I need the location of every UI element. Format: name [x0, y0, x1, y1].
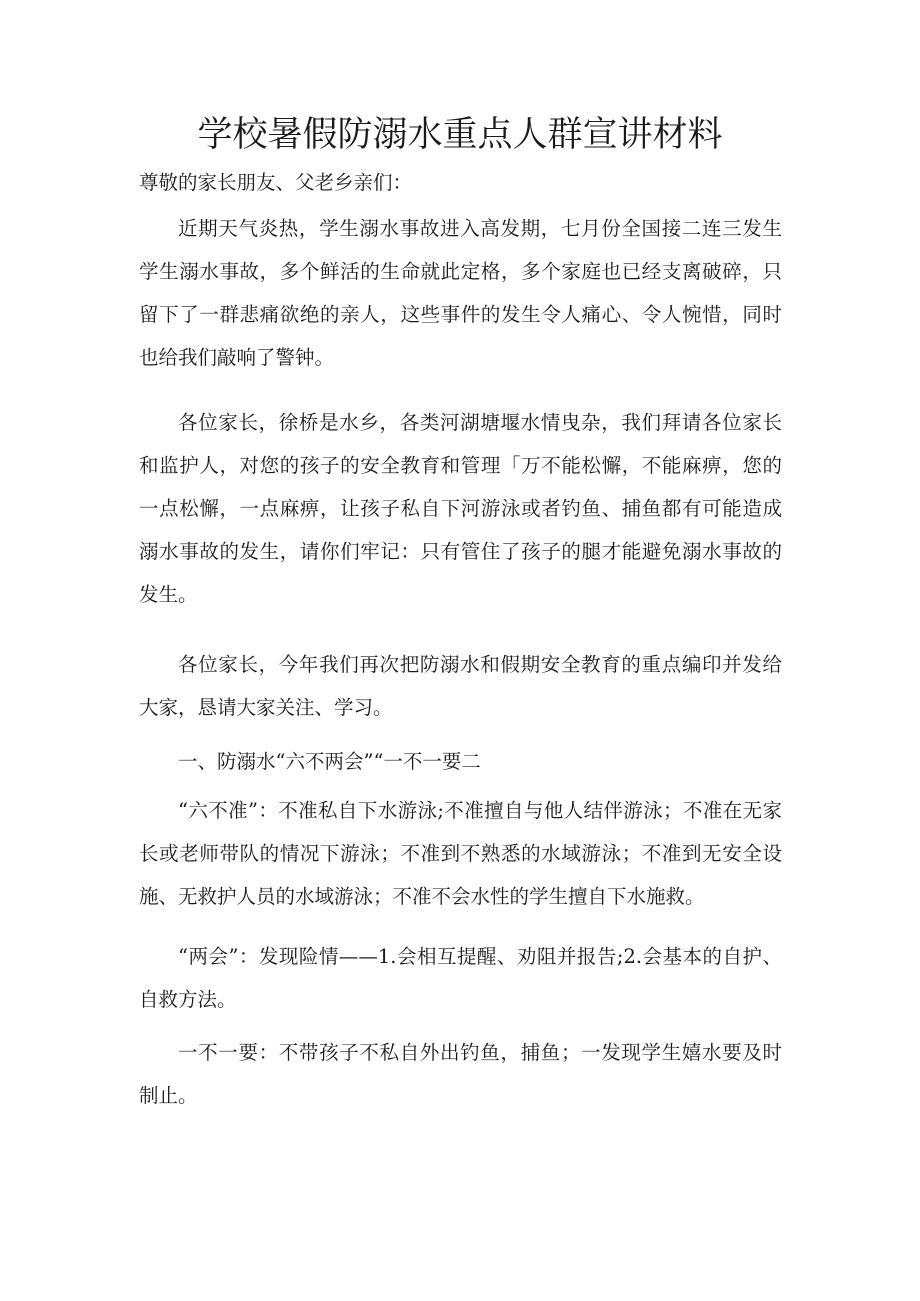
paragraph-six-prohibitions: “六不准”：不准私自下水游泳;不准擅自与他人结伴游泳；不准在无家长或老师带队的情况下游泳；不准到不熟悉的水域游泳；不准到无安全设施、无救护人员的水域游泳；不准不会水性的学生擅自下水施救。 [139, 799, 782, 908]
paragraph-two-skills: “两会”：发现险情——1.会相互提醒、劝阻并报告;2.会基本的自护、自救方法。 [139, 945, 782, 1011]
paragraph-weather-warning: 近期天气炎热，学生溺水事故进入高发期，七月份全国接二连三发生学生溺水事故，多个鲜活的生命就此定格，多个家庭也已经支离破碎，只留下了一群悲痛欲绝的亲人，这些事件的发生令人痛心、令人惋惜，同时也给我们敲响了警钟。 [139, 217, 782, 369]
paragraph-printed-materials: 各位家长，今年我们再次把防溺水和假期安全教育的重点编印并发给大家，恳请大家关注、学习。 [139, 653, 782, 719]
section-heading-rules: 一、防溺水“六不两会”“一不一要二 [178, 750, 481, 773]
paragraph-parent-appeal: 各位家长，徐桥是水乡，各类河湖塘堰水情曳杂，我们拜请各位家长和监护人，对您的孩子的安全教育和管理「万不能松懈，不能麻痹，您的一点松懈，一点麻痹，让孩子私自下河游泳或者钓鱼、捕鱼都有可能造成溺水事故的发生，请你们牢记：只有管住了孩子的腿才能避免溺水事故的发生。 [139, 411, 782, 606]
document-title: 学校暑假防溺水重点人群宣讲材料 [197, 115, 723, 155]
salutation: 尊敬的家长朋友、父老乡亲们： [139, 171, 413, 194]
paragraph-one-not-one-must: 一不一要：不带孩子不私自外出钓鱼，捕鱼；一发现学生嬉水要及时制止。 [139, 1041, 782, 1107]
